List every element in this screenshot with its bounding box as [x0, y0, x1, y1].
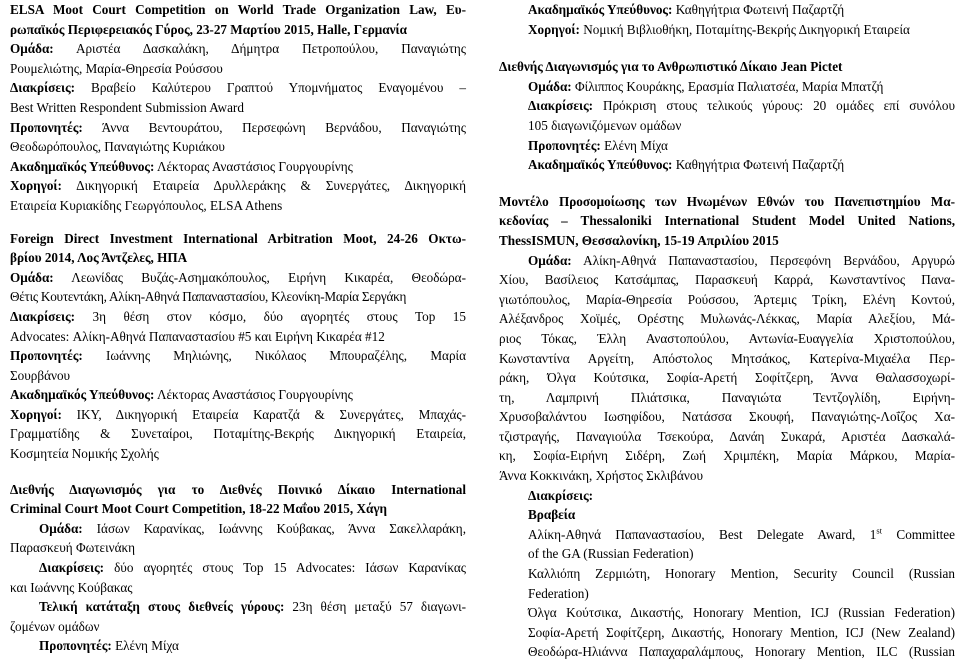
fdi-entry	[10, 229, 466, 464]
prize-item: Καλλιόπη Ζερμιώτη, Honorary Mention, Security Council (Russian	[528, 566, 955, 582]
entry-title: Διεθνής Διαγωνισμός για το Ανθρωπιστικό Δίκαιο Jean Pictet	[499, 59, 843, 75]
awards-label: Διακρίσεις:	[39, 560, 105, 576]
team-line: Ομάδα: Ιάσων Καρανίκας, Ιωάννης Κούβακας, Άννα Σακελλαράκη,	[39, 520, 466, 536]
prize-item: of the GA (Russian Federation)	[528, 546, 694, 562]
sponsors-label: Χορηγοί:	[528, 21, 580, 37]
coaches-line: Προπονητές: Άννα Βεντουράτου, Περσεφώνη Βερνάδου, Παναγιώτης	[10, 119, 466, 135]
sponsors-line: Χορηγοί: Νομική Βιβλιοθήκη, Ποταμίτης-Βεκρής Δικηγορική Εταιρεία	[528, 21, 910, 37]
awards-label: Διακρίσεις:	[10, 80, 76, 96]
entry-title: ELSA Moot Court Competition on World Trade Organization Law, Ευ-	[10, 2, 466, 17]
right-column	[499, 0, 955, 662]
academic-line: Ακαδημαϊκός Υπεύθυνος: Λέκτορας Αναστάσιος Γουργουρίνης	[10, 387, 353, 403]
team-line: Χίου, Βασίλειος Κατσάμπας, Παρασκευή Καρρά, Κωνσταντίνος Πανα-	[499, 272, 955, 288]
thessismun-entry	[499, 192, 955, 662]
team-label: Ομάδα:	[528, 252, 572, 268]
team-line: Ομάδα: Αλίκη-Αθηνά Παπαναστασίου, Περσεφόνη Βερνάδου, Αργυρώ	[528, 252, 955, 268]
sponsors-line: Εταιρεία Κυριακίδης Γεωργόπουλος, ELSA Athens	[10, 197, 283, 213]
awards-line: Διακρίσεις: Βραβείο Καλύτερου Γραπτού Υπομνήματος Εναγομένου –	[10, 80, 466, 96]
awards-line: 105 διαγωνιζόμενων ομάδων	[528, 117, 682, 133]
sponsors-label: Χορηγοί:	[10, 406, 62, 422]
team-line: ράκη, Όλγα Κούτσικα, Σοφία-Αρετή Σοφίτζερη, Άννα Θαλασσοχωρί-	[499, 370, 955, 386]
awards-line: και Ιωάννης Κούβακας	[10, 579, 133, 595]
team-line: Ομάδα: Φίλιππος Κουράκης, Ερασμία Παλιατσέα, Μαρία Μπατζή	[528, 78, 884, 94]
awards-line: Advocates: Αλίκη-Αθηνά Παπαναστασίου #5 και Ειρήνη Κικαρέα #12	[10, 328, 385, 344]
team-line: Ρουμελιώτης, Μαρία-Θηρεσία Ρούσσου	[10, 60, 223, 76]
team-line: γιωτόπουλος, Μαρία-Θηρεσία Ρούσσου, Άρτεμις Τρίκη, Ελένη Κοντού,	[499, 291, 955, 307]
academic-line: Ακαδημαϊκός Υπεύθυνος: Καθηγήτρια Φωτεινή Παζαρτζή	[528, 2, 845, 17]
sponsors-line: Γραμματίδης & Συνεταίροι, Ποταμίτης-Βεκρής Δικηγορική Εταιρεία,	[10, 426, 466, 442]
team-label: Ομάδα:	[39, 520, 83, 536]
awards-line: Διακρίσεις: Πρόκριση στους τελικούς γύρους: 20 ομάδες επί συνόλου	[528, 98, 955, 114]
team-label: Ομάδα:	[10, 41, 54, 57]
team-line: ριος Τόκας, Έλλη Αναστοπούλου, Αντωνία-Ευαγγελία Χριστοπούλου,	[499, 330, 955, 346]
awards-label: Διακρίσεις:	[10, 308, 76, 324]
coaches-label: Προπονητές:	[10, 119, 83, 135]
ranking-line: ζομένων ομάδων	[10, 618, 100, 634]
prize-item: Αλίκη-Αθηνά Παπαναστασίου, Best Delegate Award, 1st Committee	[528, 525, 956, 542]
icc-entry-continued	[499, 0, 955, 39]
entry-title: Μοντέλο Προσομοίωσης των Ηνωμένων Εθνών του Πανεπιστημίου Μα-	[499, 193, 955, 209]
coaches-line: Σουρβάνου	[10, 367, 71, 383]
coaches-label: Προπονητές:	[528, 137, 601, 153]
ranking-line: Τελική κατάταξη στους διεθνείς γύρους: 23η θέση μεταξύ 57 διαγωνι-	[39, 599, 467, 615]
awards-line	[499, 486, 955, 506]
prizes-heading: Βραβεία	[528, 507, 576, 523]
awards-label: Διακρίσεις:	[528, 487, 594, 503]
sponsors-line: Κοσμητεία Νομικής Σχολής	[10, 446, 159, 462]
team-line: Ομάδα: Λεωνίδας Βυζάς-Ασημακόπουλος, Ειρήνη Κικαρέα, Θεοδώρα-	[10, 269, 466, 285]
team-label: Ομάδα:	[528, 78, 572, 94]
sponsors-line: Χορηγοί: Δικηγορική Εταιρεία Δρυλλεράκης & Συνεργάτες, Δικηγορική	[10, 178, 466, 194]
prize-item: Όλγα Κούτσικα, Δικαστής, Honorary Mention, ICJ (Russian Federation)	[528, 605, 955, 621]
awards-label: Διακρίσεις:	[528, 98, 594, 114]
icc-entry	[10, 480, 466, 656]
sponsors-label: Χορηγοί:	[10, 178, 62, 194]
elsa-wto-entry	[10, 0, 466, 216]
team-line: κη, Σοφία-Ειρήνη Σιδέρη, Ζωή Χριμπέκη, Μαρία Μάρκου, Μαρία-	[499, 448, 955, 464]
team-line: Άννα Κοκκινάκη, Χρήστος Σκλιβάνου	[499, 468, 703, 484]
entry-title: Foreign Direct Investment International Arbitration Moot, 24-26 Οκτω-	[10, 230, 466, 246]
team-label: Ομάδα:	[10, 269, 54, 285]
ranking-label: Τελική κατάταξη στους διεθνείς γύρους:	[39, 599, 285, 615]
academic-label: Ακαδημαϊκός Υπεύθυνος:	[10, 158, 155, 174]
pictet-entry	[499, 57, 955, 175]
awards-line: Διακρίσεις: 3η θέση στον κόσμο, δύο αγορητές στους Top 15	[10, 308, 466, 324]
team-line: Παρασκευή Φωτεινάκη	[10, 540, 136, 556]
team-line: Ομάδα: Αριστέα Δασκαλάκη, Δήμητρα Πετροπούλου, Παναγιώτης	[10, 41, 466, 57]
awards-line: Διακρίσεις: δύο αγορητές στους Top 15 Advocates: Ιάσων Καρανίκας	[39, 560, 466, 576]
entry-title: βρίου 2014, Λος Άντζελες, ΗΠΑ	[10, 250, 188, 266]
academic-line: Ακαδημαϊκός Υπεύθυνος: Καθηγήτρια Φωτεινή Παζαρτζή	[528, 157, 845, 173]
coaches-line: Θεοδωρόπουλος, Παναγιώτης Κυριάκου	[10, 139, 225, 155]
prize-item: Θεοδώρα-Ηλιάννα Παπαχαραλάμπους, Honorary Mention, ILC (Russian	[528, 644, 955, 660]
left-column	[10, 0, 466, 656]
coaches-line: Προπονητές: Ιωάννης Μηλιώνης, Νικόλαος Μπουραζέλης, Μαρία	[10, 348, 466, 364]
prize-item: Federation)	[528, 585, 589, 601]
team-line: τζιστραγής, Παναγιούλα Τσεκούρα, Δανάη Συκαρά, Αριστέα Δασκαλά-	[499, 428, 955, 444]
entry-title: Criminal Court Moot Court Competition, 18-22 Μαΐου 2015, Χάγη	[10, 501, 388, 517]
team-line: Κωνσταντίνα Αργείτη, Απόστολος Μητσάκος, Κατερίνα-Μιχαέλα Περ-	[499, 350, 955, 366]
academic-label: Ακαδημαϊκός Υπεύθυνος:	[528, 2, 673, 17]
coaches-line: Προπονητές: Ελένη Μίχα	[528, 137, 668, 153]
awards-line: Best Written Respondent Submission Award	[10, 99, 244, 115]
team-line: τη, Λαμπρινή Πλιάτσικα, Παναγιώτα Τεντζογλίδη, Ειρήνη-	[499, 389, 955, 405]
team-line: Αλέξανδρος Χοϊμές, Ορέστης Μυλωνάς-Λέκκας, Μαρία Αλεξίου, Μά-	[499, 311, 955, 327]
entry-title: ρωπαϊκός Περιφερειακός Γύρος, 23-27 Μαρτίου 2015, Halle, Γερμανία	[10, 21, 407, 37]
coaches-label: Προπονητές:	[10, 348, 83, 364]
entry-title: Διεθνής Διαγωνισμός για το Διεθνές Ποινικό Δίκαιο International	[10, 481, 466, 497]
coaches-line: Προπονητές: Ελένη Μίχα	[39, 638, 179, 654]
team-line: Χρυσοβαλάντου Ιωσηφίδου, Νατάσσα Σκουφή, Παναγιώτης-Λοΐζος Χα-	[499, 409, 955, 425]
entry-title: ThessISMUN, Θεσσαλονίκη, 15-19 Απριλίου 2015	[499, 232, 779, 248]
academic-line: Ακαδημαϊκός Υπεύθυνος: Λέκτορας Αναστάσιος Γουργουρίνης	[10, 158, 353, 174]
academic-label: Ακαδημαϊκός Υπεύθυνος:	[528, 157, 673, 173]
sponsors-line: Χορηγοί: ΙΚΥ, Δικηγορική Εταιρεία Καρατζά & Συνεργάτες, Μπαχάς-	[10, 406, 466, 422]
coaches-label: Προπονητές:	[39, 638, 112, 654]
prize-item: Σοφία-Αρετή Σοφίτζερη, Δικαστής, Honorary Mention, ICJ (New Zealand)	[528, 624, 955, 640]
team-line: Θέτις Κουτεντάκη, Αλίκη-Αθηνά Παπαναστασίου, Κλεονίκη-Μαρία Σεργάκη	[10, 289, 407, 305]
academic-label: Ακαδημαϊκός Υπεύθυνος:	[10, 387, 155, 403]
entry-title: κεδονίας – Thessaloniki International Student Model United Nations,	[499, 213, 955, 229]
